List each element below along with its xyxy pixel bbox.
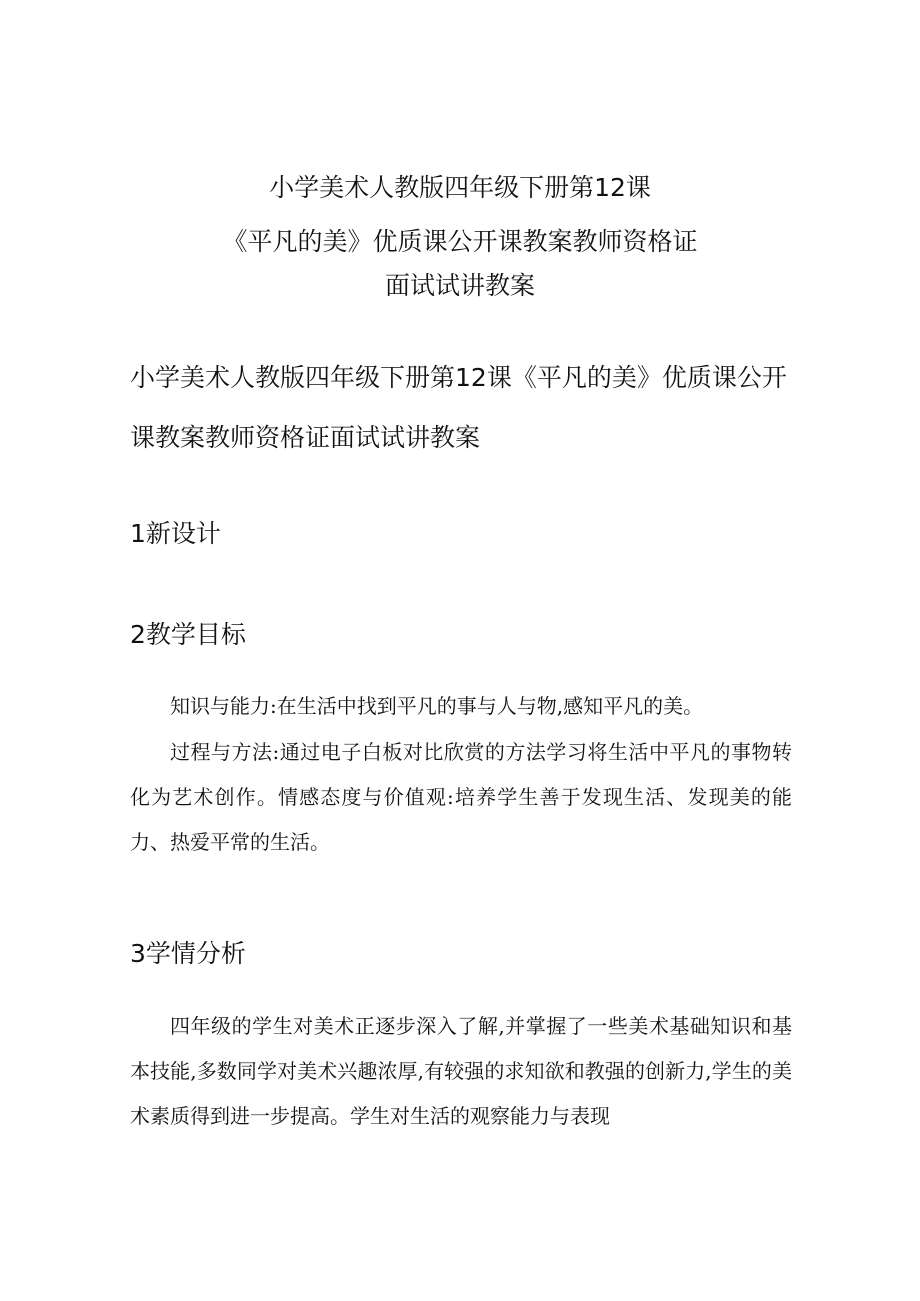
document-subtitle: 小学美术人教版四年级下册第12课《平凡的美》优质课公开课教案教师资格证面试试讲教案	[130, 363, 787, 452]
student-analysis-paragraph: 四年级的学生对美术正逐步深入了解,并掌握了一些美术基础知识和基本技能,多数同学对美术兴趣浓厚,有较强的求知欲和教强的创新力,学生的美术素质得到进一步提高。学生对生活的观察能力与表现	[130, 1014, 792, 1128]
document-title-line-1: 小学美术人教版四年级下册第12课	[269, 173, 651, 202]
objectives-paragraph-process: 过程与方法:通过电子白板对比欣赏的方法学习将生活中平凡的事物转化为艺术创作。情感态度与价值观:培养学生善于发现生活、发现美的能力、热爱平常的生活。	[130, 740, 792, 854]
document-title-line-2: 《平凡的美》优质课公开课教案教师资格证	[222, 227, 698, 256]
section-heading-teaching-objectives: 2教学目标	[130, 620, 246, 649]
section-heading-new-design: 1新设计	[130, 519, 221, 548]
section-heading-student-analysis: 3学情分析	[130, 939, 246, 968]
objectives-paragraph-knowledge: 知识与能力:在生活中找到平凡的事与人与物,感知平凡的美。	[170, 694, 704, 718]
document-title-line-3: 面试试讲教案	[384, 271, 535, 300]
